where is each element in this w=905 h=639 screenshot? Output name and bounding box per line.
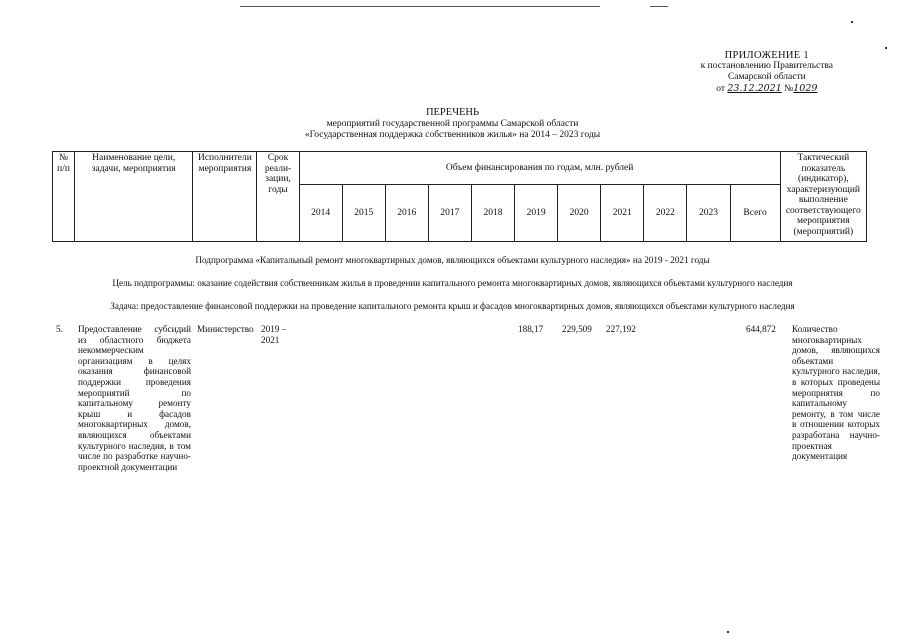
- year-header: 2016: [385, 185, 428, 242]
- appendix-line1: к постановлению Правительства: [700, 61, 833, 71]
- header-name: Наименование цели, задачи, мероприятия: [75, 152, 193, 242]
- heading-title: ПЕРЕЧЕНЬ: [425, 107, 480, 118]
- year-header: 2018: [471, 185, 514, 242]
- total-header: Всего: [730, 185, 780, 242]
- scan-speck: [851, 21, 853, 23]
- header-executors: Исполнители мероприятия: [193, 152, 257, 242]
- heading-line3: «Государственная поддержка собственников жилья» на 2014 – 2023 годы: [304, 130, 601, 140]
- row-indicator: Количество многоквартирных домов, являющихся объектами культурного наследия, в которых проведены мероприятия по капитальному ремонту, в том числе в отношении которых разработана научно-проектная документация: [792, 324, 880, 462]
- appendix-block: [701, 50, 833, 95]
- number-value: 1029: [793, 83, 818, 94]
- scan-speck: [885, 47, 887, 49]
- header-number: № п/п: [53, 152, 75, 242]
- date-prefix: от: [716, 84, 725, 94]
- plan-table: [52, 151, 867, 242]
- row-number: 5.: [56, 324, 63, 334]
- year-header: 2021: [601, 185, 644, 242]
- year-header: 2014: [299, 185, 342, 242]
- document-heading: [0, 107, 905, 142]
- year-header: 2022: [644, 185, 687, 242]
- subprogram-title: Подпрограмма «Капитальный ремонт многоквартирных домов, являющихся объектами культурного наследия» на 2019 - 2021 годы: [195, 255, 710, 265]
- appendix-title: ПРИЛОЖЕНИЕ 1: [724, 50, 809, 61]
- year-header: 2015: [342, 185, 385, 242]
- header-financing: Объем финансирования по годам, млн. рублей: [299, 152, 780, 185]
- scan-speck: [727, 631, 729, 633]
- year-header: 2020: [558, 185, 601, 242]
- value-2021: 227,192: [606, 324, 636, 334]
- heading-line2: мероприятий государственной программы Самарской области: [326, 118, 579, 129]
- value-2020: 229,509: [562, 324, 592, 334]
- header-term: Срок реали-зации, годы: [257, 152, 299, 242]
- date-value: 23.12.2021: [727, 83, 782, 94]
- number-prefix: №: [784, 84, 794, 94]
- year-header: 2023: [687, 185, 730, 242]
- year-header: 2017: [428, 185, 471, 242]
- row-name: Предоставление субсидий из областного бюджета некоммерческим организациям в целях оказания финансовой поддержки проведения мероприятий по капитальному ремонту крыш и фасадов многоквартирных домов, являющихся объектами культурного наследия, в том числе по разработке научно-проектной документации: [78, 324, 191, 472]
- value-total: 644,872: [746, 324, 776, 334]
- subprogram-goal: Цель подпрограммы: оказание содействия собственникам жилья в проведении капитального ремонта многоквартирных домов, являющихся объектами культурного наследия: [112, 278, 793, 288]
- year-header: 2019: [515, 185, 558, 242]
- row-term: 2019 – 2021: [261, 324, 287, 345]
- appendix-date-line: [701, 83, 833, 95]
- appendix-line2: Самарской области: [727, 72, 806, 82]
- scan-edge-mark: [650, 6, 668, 7]
- header-indicator: Тактический показатель (индикатор), характеризующий выполнение соответствующего мероприятия (мероприятий): [780, 152, 866, 242]
- row-executor: Министерство: [197, 324, 254, 334]
- value-2019: 188,17: [518, 324, 544, 334]
- scan-edge-line: [240, 6, 600, 7]
- subprogram-task: Задача: предоставление финансовой поддержки на проведение капитального ремонта крыш и фасадов многоквартирных домов, являющихся объектами культурного наследия: [110, 301, 795, 311]
